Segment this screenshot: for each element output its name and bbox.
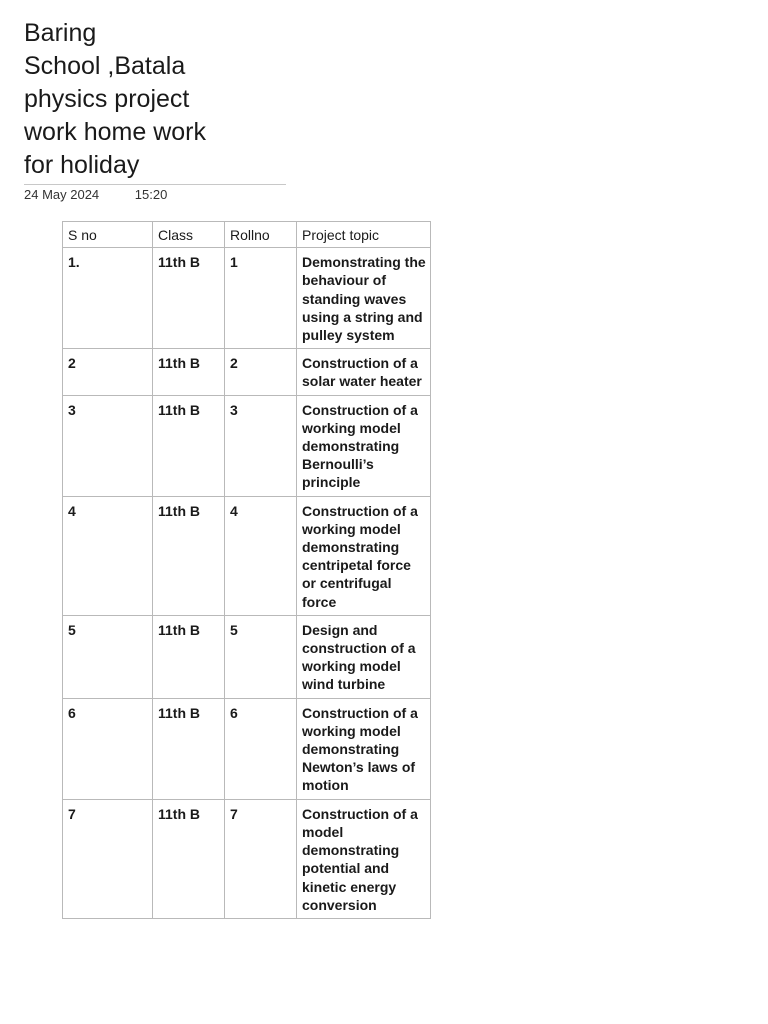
cell-topic: Construction of a working model demonstrating Newton’s laws of motion: [297, 698, 431, 799]
cell-rollno: 6: [225, 698, 297, 799]
title-divider: [24, 184, 286, 185]
note-timestamp: [24, 187, 167, 202]
table-row: [63, 615, 431, 698]
header-sno: S no: [63, 222, 153, 248]
note-time: 15:20: [134, 187, 168, 202]
cell-rollno: 1: [225, 248, 297, 349]
cell-sno: 2: [63, 349, 153, 395]
cell-class: 11th B: [153, 799, 225, 918]
cell-topic: Design and construction of a working model wind turbine: [297, 615, 431, 698]
cell-sno: 1.: [63, 248, 153, 349]
cell-rollno: 5: [225, 615, 297, 698]
cell-sno: 4: [63, 496, 153, 615]
cell-sno: 7: [63, 799, 153, 918]
table-row: [63, 799, 431, 918]
cell-topic: Construction of a model demonstrating potential and kinetic energy conversion: [297, 799, 431, 918]
title-line: School ,Batala: [24, 52, 186, 80]
cell-class: 11th B: [153, 496, 225, 615]
cell-topic: Demonstrating the behaviour of standing waves using a string and pulley system: [297, 248, 431, 349]
cell-sno: 5: [63, 615, 153, 698]
note-date: 24 May 2024: [24, 187, 100, 202]
header-project-topic: Project topic: [297, 222, 431, 248]
project-table: [62, 221, 431, 919]
cell-topic: Construction of a working model demonstrating centripetal force or centrifugal force: [297, 496, 431, 615]
cell-class: 11th B: [153, 248, 225, 349]
header-rollno: Rollno: [225, 222, 297, 248]
cell-sno: 6: [63, 698, 153, 799]
cell-rollno: 2: [225, 349, 297, 395]
cell-rollno: 3: [225, 395, 297, 496]
title-line: work home work: [24, 118, 206, 146]
table-row: [63, 395, 431, 496]
table-row: [63, 496, 431, 615]
cell-sno: 3: [63, 395, 153, 496]
table-row: [63, 248, 431, 349]
title-line: Baring: [24, 19, 97, 47]
cell-rollno: 4: [225, 496, 297, 615]
header-class: Class: [153, 222, 225, 248]
page-title: [24, 17, 294, 182]
title-line: for holiday: [24, 151, 140, 179]
cell-class: 11th B: [153, 349, 225, 395]
table-header-row: [63, 222, 431, 248]
cell-class: 11th B: [153, 698, 225, 799]
cell-topic: Construction of a working model demonstrating Bernoulli’s principle: [297, 395, 431, 496]
cell-topic: Construction of a solar water heater: [297, 349, 431, 395]
table-row: [63, 349, 431, 395]
project-table-container: [62, 221, 431, 919]
cell-class: 11th B: [153, 395, 225, 496]
table-row: [63, 698, 431, 799]
title-line: physics project: [24, 85, 190, 113]
cell-rollno: 7: [225, 799, 297, 918]
cell-class: 11th B: [153, 615, 225, 698]
